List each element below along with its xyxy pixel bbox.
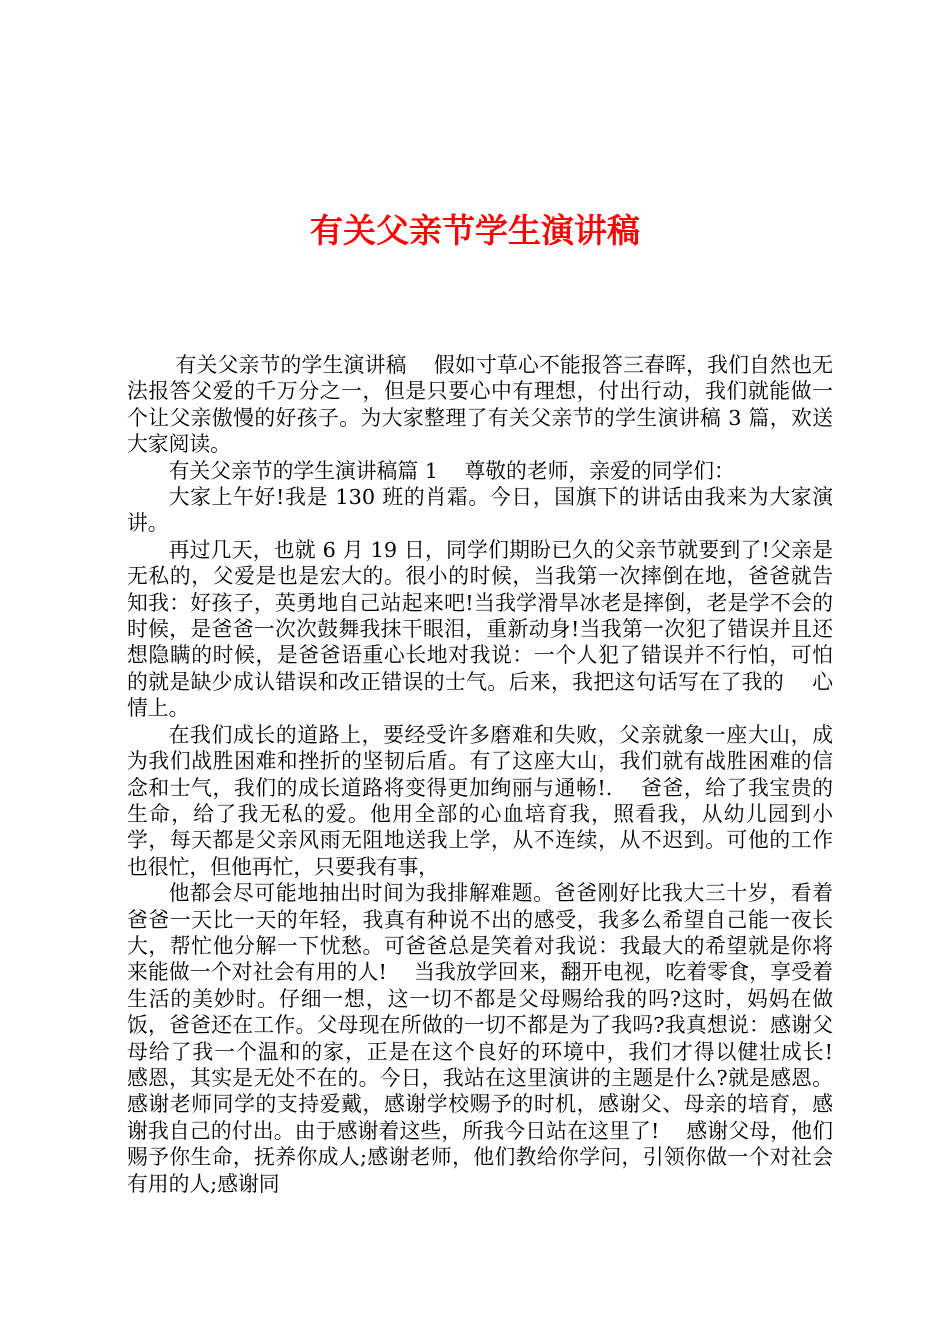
paragraph: 他都会尽可能地抽出时间为我排解难题。爸爸刚好比我大三十岁，看着爸爸一天比一天的年轻，我真有种说不出的感受，我多么希望自己能一夜长大，帮忙他分解一下忧愁。可爸爸总是笑着对我说：我最大的希望就是你将来能做一个对社会有用的人! 当我放学回来，翻开电视，吃着零食，享受着生活的美妙时。仔细一想，这一切不都是父母赐给我的吗?这时，妈妈在做饭，爸爸还在工作。父母现在所做的一切不都是为了我吗?我真想说：感谢父母给了我一个温和的家，正是在这个良好的环境中，我们才得以健壮成长! 感恩，其实是无处不在的。今日，我站在这里演讲的主题是什么?就是感恩。感谢老师同学的支持爱戴，感谢学校赐予的时机，感谢父、母亲的培育，感谢我自己的付出。由于感谢着这些，所我今日站在这里了! 感谢父母，他们赐予你生命，抚养你成人;感谢老师，他们教给你学问，引领你做一个对社会有用的人;感谢同 xyxy=(127,881,860,1196)
document-title: 有关父亲节学生演讲稿 xyxy=(310,211,640,250)
document-body xyxy=(127,352,860,1197)
paragraph: 再过几天，也就 6 月 19 日，同学们期盼已久的父亲节就要到了!父亲是无私的，父爱是也是宏大的。很小的时候，当我第一次摔倒在地，爸爸就告知我：好孩子，英勇地自己站起来吧!当我学滑旱冰老是摔倒，老是学不会的时候，是爸爸一次次鼓舞我抹干眼泪，重新动身!当我第一次犯了错误并且还想隐瞒的时候，是爸爸语重心长地对我说：一个人犯了错误并不行怕，可怕的就是缺少成认错误和改正错误的士气。后来，我把这句话写在了我的 心情上。 xyxy=(127,537,833,721)
paragraph: 在我们成长的道路上，要经受许多磨难和失败，父亲就象一座大山，成为我们战胜困难和挫折的坚韧后盾。有了这座大山，我们就有战胜困难的信念和士气，我们的成长道路将变得更加绚丽与通畅!. 爸爸，给了我宝贵的生命，给了我无私的爱。他用全部的心血培育我，照看我，从幼儿园到小学，每天都是父亲风雨无阻地送我上学，从不连续，从不迟到。可他的工作也很忙，但他再忙，只要我有事， xyxy=(127,722,833,879)
paragraph: 有关父亲节的学生演讲稿篇 1 尊敬的老师，亲爱的同学们： xyxy=(168,458,735,483)
paragraph: 有关父亲节的学生演讲稿 假如寸草心不能报答三春晖，我们自然也无法报答父爱的千万分之一，但是只要心中有理想，付出行动，我们就能做一个让父亲傲慢的好孩子。为大家整理了有关父亲节的学生演讲稿 3 篇，欢送大家阅读。 xyxy=(127,353,833,457)
paragraph: 大家上午好!我是 130 班的肖霜。今日，国旗下的讲话由我来为大家演讲。 xyxy=(127,485,833,536)
